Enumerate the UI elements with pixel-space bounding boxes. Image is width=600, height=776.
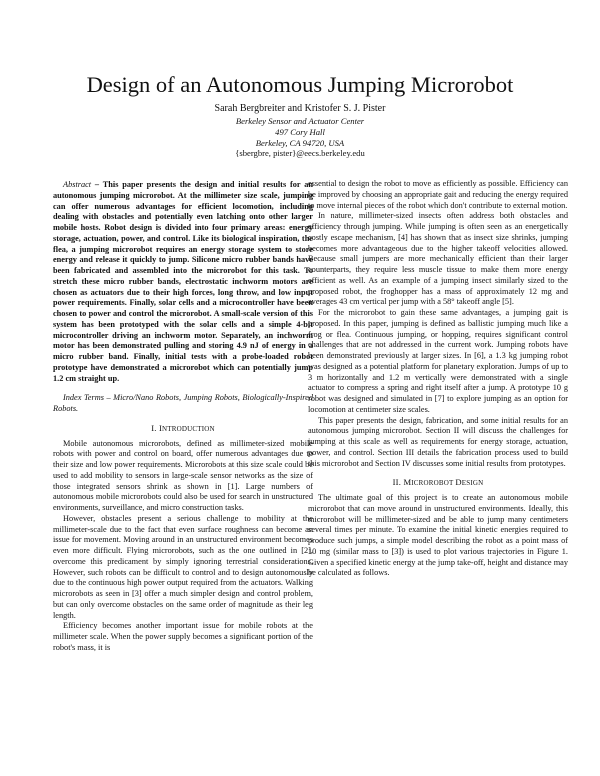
- intro-paragraph-5: For the microrobot to gain these same advantages, a jumping gait is proposed. In this paper, jumping is defined as ballistic jumping much like a frog or flea. Continuous jumping, or hopping, requires significant control challenges that are not addressed in the current work. Jumping robots have been demonstrated previously at larger sizes. In [6], a 1.3 kg jumping robot was designed as a potential platform for planetary exploration. Jumps of up to 3 m horizontally and 1.2 m vertically were demonstrated with a single actuator to compress a spring and right itself after a jump. A prototype 10 g robot was designed and simulated in [7] to explore jumping as an option for locomotion at centimeter size scales.: [308, 308, 568, 414]
- affiliation-line-1: Berkeley Sensor and Actuator Center: [235, 116, 365, 126]
- index-terms: [53, 393, 313, 415]
- intro-paragraph-3: Efficiency becomes another important issue for mobile robots at the millimeter scale. When the power supply becomes a significant portion of the robot's mass, it is: [53, 621, 313, 652]
- section-heading-rest: NTRODUCTION: [162, 424, 215, 433]
- right-column: [308, 179, 568, 579]
- index-terms-text: – Micro/Nano Robots, Jumping Robots, Biologically-Inspired Robots.: [53, 393, 314, 413]
- author-affiliation: [0, 116, 600, 159]
- section-heading-initial: I: [158, 422, 163, 433]
- section-heading-introduction: [53, 423, 313, 435]
- section-heading-rest: ICROROBOT: [411, 479, 456, 488]
- left-column: [53, 180, 313, 654]
- section-number: I.: [151, 422, 159, 433]
- paper-authors: Sarah Bergbreiter and Kristofer S. J. Pister: [214, 103, 386, 114]
- affiliation-line-2: 497 Cory Hall: [275, 126, 325, 137]
- intro-continuation: essential to design the robot to move as efficiently as possible. Efficiency can be improved by choosing an appropriate gait and reducing the energy required to move internal pieces of the robot which don't contribute to external motion.: [308, 179, 568, 210]
- intro-paragraph-6: This paper presents the design, fabrication, and some initial results for an autonomous jumping microrobot. Section II will discuss the challenges for jumping at this scale as well as requirements for energy storage, actuation, power, and control. Section III details the fabrication process used to build this microrobot and Section IV discusses some initial results from prototypes.: [308, 415, 568, 468]
- intro-paragraph-4: In nature, millimeter-sized insects often address both obstacles and efficiency through jumping. While jumping is often seen as an energetically costly escape mechanism, [4] has shown that as insect size shrinks, jumping becomes more advantageous due to the higher takeoff velocities allowed. Because small jumpers are more mechanically efficient than their larger counterparts, they require less muscle tissue to make them more energy efficient as well. As an example of a jumping insect similarly sized to the proposed robot, the froghopper has a mass of approximately 12 mg and averages 43 cm vertical per jump with a 58° takeoff angle [5].: [308, 211, 568, 307]
- design-paragraph-1: The ultimate goal of this project is to create an autonomous mobile microrobot that can move around in unstructured environments. Ideally, this microrobot will be millimeter-sized and be able to jump many centimeters several times per minute. To examine the initial kinetic energies required to produce such jumps, a simple model describing the robot as a point mass of 10 mg (similar mass to [3]) is used to plot various trajectories in Figure 1. Given a specified kinetic energy at the jump take-off, height and distance may be calculated as follows.: [308, 493, 568, 578]
- abstract-label: Abstract: [63, 180, 92, 189]
- section-heading-rest-2: ESIGN: [461, 479, 484, 488]
- intro-paragraph-2: However, obstacles present a serious challenge to mobility at the millimeter-scale due to the fact that even surface roughness can become an issue for movement. Moving around in an unstructured environment becomes even more difficult. Flying microrobots, such as the one outlined in [2], overcome this predicament by simply ignoring terrestrial considerations. However, such robots can be difficult to control and to design autonomously due to the continuous high power output required from the actuators. Walking microrobots as seen in [3] offer a much simpler design and control problem, but can only overcome obstacles on the same order of magnitude as their leg length.: [53, 513, 313, 620]
- paper-title: Design of an Autonomous Jumping Microrobot: [86, 72, 514, 97]
- index-terms-label: Index Terms: [63, 393, 104, 403]
- section-heading-initial: M: [403, 477, 412, 488]
- intro-paragraph-1: Mobile autonomous microrobots, defined as millimeter-sized mobile robots with power and control on board, offer numerous advantages due to their size and low power requirements. Microrobots at this size scale could be used to add mobility to sensors in large-scale sensor networks as the size of those integrated sensors shrink as shown in [1]. Large numbers of autonomous mobile microrobots could also be used for search in unstructured environments, surveillance, and micro construction tasks.: [53, 438, 313, 512]
- abstract: [53, 180, 313, 384]
- section-heading-microrobot-design: [308, 477, 568, 489]
- affiliation-line-3: Berkeley, CA 94720, USA: [255, 137, 345, 148]
- abstract-text: – This paper presents the design and initial results for an autonomous jumping microrobot. At the millimeter size scale, jumping can offer numerous advantages for efficient locomotion, including dealing with obstacles and potentially even latching onto other larger mobile hosts. Robot design is divided into four primary areas: energy storage, actuation, power, and control. Like its biological inspiration, the flea, a jumping microrobot requires an energy storage system to store energy and release it quickly to jump. Silicone micro rubber bands have been fabricated and assembled into the microrobot for this task. To stretch these micro rubber bands, electrostatic inchworm motors are chosen as actuators due to their high forces, long throw, and low input power requirements. Finally, solar cells and a microcontroller have been chosen to power and control the microrobot. A small-scale version of this system has been prototyped with the solar cells and a simple 4-bit microcontroller driving an inchworm motor. Separately, an inchworm motor has been demonstrated pulling and storing 4.9 nJ of energy in a micro rubber band. Finally, initial tests with a probe-loaded robot prototype have demonstrated a microrobot which can potentially jump 1.2 cm straight up.: [53, 180, 313, 383]
- author-email: {sbergbre, pister}@eecs.berkeley.edu: [235, 148, 365, 159]
- section-heading-initial-2: D: [455, 477, 462, 488]
- section-number: II.: [392, 477, 404, 488]
